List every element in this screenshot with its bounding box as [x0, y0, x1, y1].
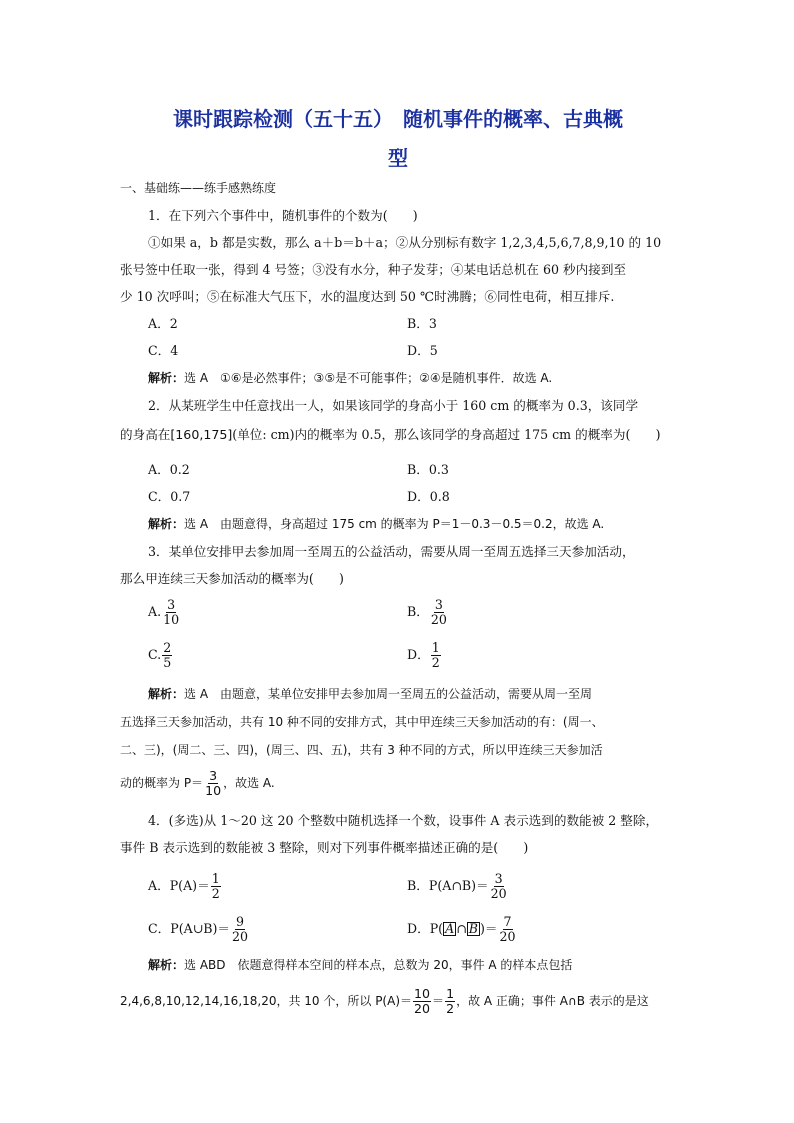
- denominator: 2: [431, 655, 440, 670]
- denominator: 10: [205, 783, 222, 798]
- question-2-option-c: C．0.7: [148, 489, 191, 504]
- question-3-stem-line-1: 3．某单位安排甲去参加周一至周五的公益活动，需要从周一至周五选择三天参加活动，: [148, 544, 635, 559]
- numerator: 10: [414, 986, 431, 1001]
- option-text-post: )＝: [480, 921, 498, 936]
- intersection-symbol: ∩: [456, 921, 467, 936]
- option-text: C．P(A∪B)＝: [148, 921, 231, 936]
- height-interval: [160,175]: [170, 427, 233, 442]
- question-1-option-b: B．3: [407, 316, 437, 331]
- solution-text-post: ，故 A 正确；事件 A∩B 表示的是这: [456, 994, 649, 1008]
- solution-text-pre: 动的概率为 P＝: [120, 776, 204, 790]
- stem-text-pre: 的身高在: [120, 427, 171, 442]
- denominator: 5: [163, 655, 172, 670]
- question-2-option-a: A．0.2: [148, 462, 190, 477]
- solution-label: 解析：: [148, 517, 185, 531]
- fraction: [431, 641, 441, 670]
- fraction: [204, 769, 222, 798]
- numerator: 9: [236, 914, 245, 929]
- question-3-solution-line-1: [148, 684, 708, 704]
- solution-label: 解析：: [148, 958, 185, 972]
- question-1-option-a: A．2: [148, 316, 178, 331]
- question-3-option-b: [407, 598, 449, 627]
- denominator: 2: [446, 1001, 455, 1016]
- denominator: 10: [163, 612, 180, 627]
- option-label: A.: [148, 604, 162, 619]
- question-4-solution-line-2: [120, 987, 680, 1016]
- fraction: [430, 598, 448, 627]
- complement-b: B: [468, 921, 479, 936]
- option-label: B．: [407, 604, 429, 619]
- option-text: A．P(A)＝: [148, 878, 210, 893]
- question-4-stem-line-2: 事件 B 表示选到的数能被 3 整除，则对下列事件概率描述正确的是( ): [120, 840, 529, 855]
- question-2-solution: [148, 514, 708, 534]
- question-1-option-d: D．5: [407, 343, 438, 358]
- question-1-body-line-1: ①如果 a，b 都是实数，那么 a＋b＝b＋a；②从分别标有数字 1,2,3,4,5,6,7,8,9,10 的 10: [148, 235, 662, 250]
- question-3-solution-line-2: 五选择三天参加活动，共有 10 种不同的安排方式，其中甲连续三天参加活动的有：(周一、: [120, 715, 604, 729]
- solution-text: 选 A 由题意，某单位安排甲去参加周一至周五的公益活动，需要从周一至周: [184, 687, 593, 701]
- denominator: 20: [499, 929, 516, 944]
- solution-text-pre: 2,4,6,8,10,12,14,16,18,20，共 10 个，所以 P(A)＝: [120, 994, 413, 1008]
- question-4-stem-line-1: 4．(多选)从 1～20 这 20 个整数中随机选择一个数，设事件 A 表示选到的数能被 2 整除，: [148, 813, 659, 828]
- question-4-option-a: [148, 872, 222, 901]
- question-4-option-d: [407, 915, 518, 944]
- page-title: 课时跟踪检测（五十五） 随机事件的概率、古典概: [173, 107, 623, 131]
- question-4-option-b: [407, 872, 509, 901]
- solution-text: 选 ABD 依题意得样本空间的样本点，总数为 20，事件 A 的样本点包括: [184, 958, 573, 972]
- question-2-option-d: D．0.8: [407, 489, 450, 504]
- question-2-option-b: B．0.3: [407, 462, 449, 477]
- question-1-body-line-3: 少 10 次呼叫；⑤在标准大气压下，水的温度达到 50 ℃时沸腾；⑥同性电荷，相互排斥.: [120, 289, 615, 304]
- question-2-stem-line-1: 2．从某班学生中任意找出一人，如果该同学的身高小于 160 cm 的概率为 0.3，该同学: [148, 398, 639, 413]
- solution-label: 解析：: [148, 371, 185, 385]
- denominator: 2: [211, 886, 220, 901]
- question-3-option-a: [148, 598, 181, 627]
- denominator: 20: [430, 612, 447, 627]
- question-4-option-c: [148, 915, 250, 944]
- numerator: 1: [211, 871, 220, 886]
- option-label: D．: [407, 647, 430, 662]
- page-title-continued: 型: [388, 146, 408, 170]
- question-1-option-c: C．4: [148, 343, 179, 358]
- option-label: C.: [148, 647, 162, 662]
- option-text: B．P(A∩B)＝: [407, 878, 489, 893]
- question-3-solution-line-4: [120, 769, 680, 798]
- numerator: 3: [494, 871, 503, 886]
- denominator: 20: [490, 886, 507, 901]
- question-2-stem-line-2: [120, 425, 680, 445]
- question-3-solution-line-3: 二、三)，(周二、三、四)，(周三、四、五)，共有 3 种不同的方式，所以甲连续三天参加活: [120, 743, 603, 757]
- numerator: 2: [163, 640, 172, 655]
- denominator: 20: [232, 929, 249, 944]
- fraction: [231, 915, 249, 944]
- solution-text: 选 A ①⑥是必然事件；③⑤是不可能事件；②④是随机事件．故选 A.: [184, 371, 553, 385]
- fraction: [162, 598, 180, 627]
- question-1-solution: [148, 368, 708, 388]
- numerator: 3: [209, 768, 218, 783]
- numerator: 7: [503, 914, 512, 929]
- section-heading: 一、基础练——练手感熟练度: [120, 181, 277, 195]
- numerator: 1: [431, 640, 440, 655]
- option-text: D．P(: [407, 921, 444, 936]
- numerator: 3: [167, 597, 176, 612]
- fraction: [490, 872, 508, 901]
- numerator: 1: [446, 986, 455, 1001]
- denominator: 20: [414, 1001, 431, 1016]
- stem-text-post: (单位: cm)内的概率为 0.5，那么该同学的身高超过 175 cm 的概率为( ): [232, 427, 661, 442]
- equals-sign: ＝: [432, 994, 445, 1008]
- numerator: 3: [434, 597, 443, 612]
- fraction: [211, 872, 221, 901]
- complement-a: A: [445, 921, 455, 936]
- solution-text: 选 A 由题意得，身高超过 175 cm 的概率为 P＝1－0.3－0.5＝0.2，故选 A.: [184, 517, 605, 531]
- question-4-solution-line-1: [148, 955, 708, 975]
- question-3-option-c: [148, 641, 173, 670]
- question-1-body-line-2: 张号签中任取一张，得到 4 号签；③没有水分，种子发芽；④某电话总机在 60 秒内接到至: [120, 262, 627, 277]
- fraction: [162, 641, 172, 670]
- question-3-stem-line-2: 那么甲连续三天参加活动的概率为( ): [120, 571, 344, 586]
- solution-label: 解析：: [148, 687, 185, 701]
- question-1-stem: 1．在下列六个事件中，随机事件的个数为( ): [148, 208, 418, 223]
- fraction: [413, 987, 431, 1016]
- fraction: [445, 987, 455, 1016]
- solution-text-post: ，故选 A.: [223, 776, 275, 790]
- question-3-option-d: [407, 641, 442, 670]
- fraction: [499, 915, 517, 944]
